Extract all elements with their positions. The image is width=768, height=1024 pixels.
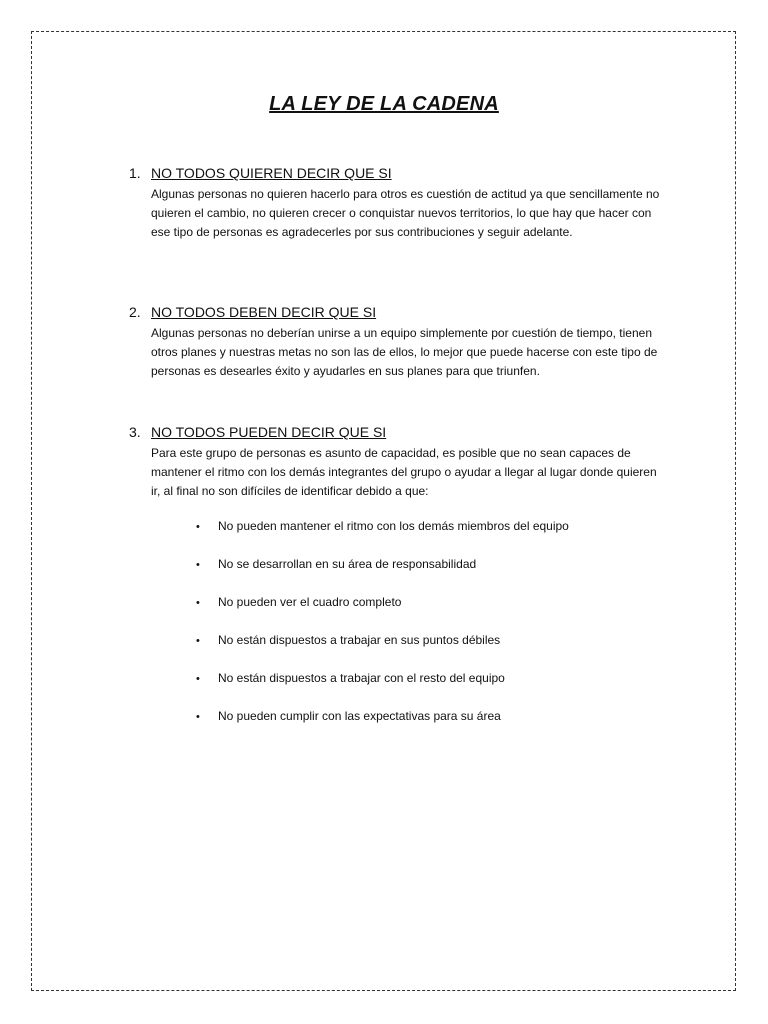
section-2 — [129, 304, 669, 381]
section-number: 2. — [129, 304, 141, 320]
list-item — [196, 670, 676, 708]
list-item-text: No pueden mantener el ritmo con los demás miembros del equipo — [218, 519, 569, 533]
bullet-icon: • — [196, 521, 200, 533]
bullet-list — [196, 518, 676, 746]
list-item — [196, 556, 676, 594]
section-heading — [129, 165, 669, 182]
section-1 — [129, 165, 669, 242]
list-item-text: No están dispuestos a trabajar con el resto del equipo — [218, 671, 505, 685]
bullet-icon: • — [196, 559, 200, 571]
section-title: NO TODOS DEBEN DECIR QUE SI — [151, 304, 377, 320]
list-item-text: No pueden cumplir con las expectativas para su área — [218, 709, 501, 723]
section-title: NO TODOS QUIEREN DECIR QUE SI — [151, 165, 392, 181]
section-heading — [129, 424, 669, 441]
list-item — [196, 632, 676, 670]
bullet-icon: • — [196, 597, 200, 609]
section-paragraph: Algunas personas no deberían unirse a un equipo simplemente por cuestión de tiempo, tienen otros planes y nuestras metas no son las de ellos, lo mejor que puede hacerse con este tipo de personas es desearles éxito y ayudarles en sus planes para que triunfen. — [151, 326, 658, 378]
document-title: LA LEY DE LA CADENA — [269, 93, 499, 115]
bullet-icon: • — [196, 711, 200, 723]
section-3 — [129, 424, 669, 501]
list-item-text: No están dispuestos a trabajar en sus puntos débiles — [218, 633, 501, 647]
section-paragraph: Algunas personas no quieren hacerlo para otros es cuestión de actitud ya que sencillamente no quieren el cambio, no quieren crecer o conquistar nuevos territorios, lo que hay que hacer con ese tipo de personas es agradecerles por sus contribuciones y seguir adelante. — [151, 187, 660, 239]
list-item-text: No se desarrollan en su área de responsabilidad — [218, 557, 477, 571]
section-number: 1. — [129, 165, 141, 181]
section-number: 3. — [129, 424, 141, 440]
list-item — [196, 708, 676, 746]
section-heading — [129, 304, 669, 321]
section-title: NO TODOS PUEDEN DECIR QUE SI — [151, 424, 387, 440]
bullet-icon: • — [196, 673, 200, 685]
list-item — [196, 594, 676, 632]
list-item — [196, 518, 676, 556]
bullet-icon: • — [196, 635, 200, 647]
section-paragraph: Para este grupo de personas es asunto de capacidad, es posible que no sean capaces de mantener el ritmo con los demás integrantes del grupo o ayudar a llegar al lugar donde quieren ir, al final no son difíciles de identificar debido a que: — [151, 446, 657, 498]
list-item-text: No pueden ver el cuadro completo — [218, 595, 402, 609]
